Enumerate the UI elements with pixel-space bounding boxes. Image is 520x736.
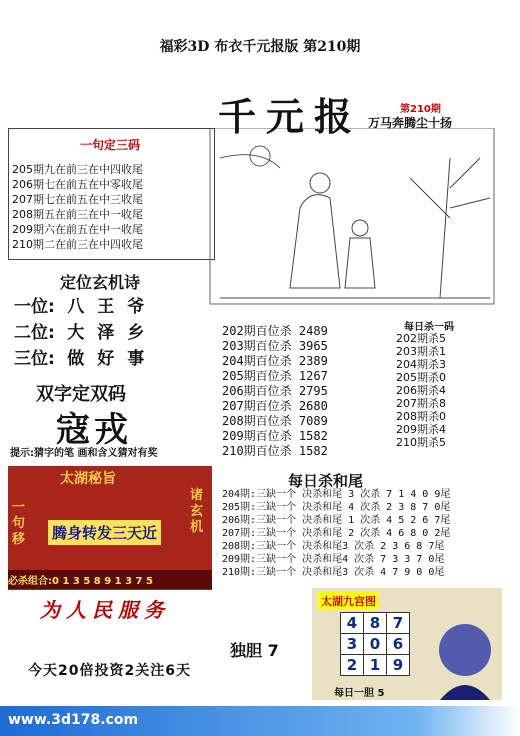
illustration-figure-child (345, 238, 375, 288)
poem-pos: 三位: (14, 349, 55, 369)
ad-middle-text: 腾身转发三天近 (48, 520, 161, 545)
poem-line (14, 292, 151, 317)
list-item: 210期二在前三在中四收尾 (12, 238, 143, 251)
illustration-head-child (352, 220, 368, 236)
list-item: 209期杀4 (396, 423, 446, 436)
grid-footer: 每日一胆 5 (334, 688, 385, 699)
grid-cell: 6 (387, 634, 410, 655)
issue-label: 第210期 (400, 104, 441, 115)
page-title: 福彩3D 布衣千元报版 第210期 (159, 39, 361, 55)
dudan: 独胆 7 (230, 641, 279, 660)
poem-char: 乡 (127, 323, 145, 343)
poem-char: 泽 (97, 323, 115, 343)
list-item: 210期百位杀 1582 (222, 444, 328, 458)
list-item: 207期百位杀 2680 (222, 399, 328, 413)
list-item: 206期百位杀 2795 (222, 384, 328, 398)
double-title: 双字定双码 (36, 384, 126, 405)
sum-kill-title: 每日杀和尾 (288, 472, 364, 490)
poem-char: 好 (97, 349, 115, 369)
list-item: 202期百位杀 2489 (222, 324, 328, 338)
illustration-tree (410, 158, 490, 298)
grid-cell: 4 (341, 613, 364, 634)
portrait-illustration (430, 610, 500, 700)
poem-pos: 二位: (14, 323, 55, 343)
list-item: 209期百位杀 1582 (222, 429, 328, 443)
poem-char: 事 (127, 349, 145, 369)
list-item: 205期九在前三在中四收尾 (12, 163, 143, 176)
poem-line (14, 318, 151, 343)
illustration-head-adult (310, 173, 330, 193)
list-item: 208期:三缺一个 决杀和尾3 次杀 2 3 6 8 7尾 (222, 541, 445, 552)
list-item: 208期杀0 (396, 410, 446, 423)
poem-pos: 一位: (14, 297, 55, 317)
ad-bottom-text: 必杀组合:0 1 3 5 8 9 1 3 7 5 (8, 570, 212, 589)
list-item: 207期杀8 (396, 397, 446, 410)
list-item: 207期:三缺一个 决杀和尾 2 次杀 4 6 8 0 2尾 (222, 528, 451, 539)
sentence-title: 一句定三码 (79, 138, 140, 152)
list-item: 208期百位杀 7089 (222, 414, 328, 428)
list-item: 210期:三缺一个 决杀和尾3 次杀 4 7 9 0 0尾 (222, 567, 445, 578)
list-item: 204期:三缺一个 决杀和尾 3 次杀 7 1 4 0 9尾 (222, 489, 451, 500)
poem-char: 做 (67, 349, 85, 369)
list-item: 205期杀0 (396, 371, 446, 384)
grid-cell: 0 (364, 634, 387, 655)
poem-char: 爷 (127, 297, 145, 317)
motto: 为人民服务 (40, 598, 170, 622)
main-title: 千元报 (218, 94, 363, 139)
list-item: 206期:三缺一个 决杀和尾 1 次杀 4 5 2 6 7尾 (222, 515, 451, 526)
daily-kill-title: 每日杀一码 (404, 322, 454, 333)
poem-title: 定位玄机诗 (60, 273, 141, 292)
grid-cell: 1 (364, 655, 387, 676)
sum-kill-list (222, 488, 450, 579)
ad-right-text: 诸玄机 (190, 488, 204, 535)
list-item: 204期百位杀 2389 (222, 354, 328, 368)
double-hint: 提示:猜字的笔 画和含义猜对有奖 (10, 448, 158, 459)
ad-top-text: 太湖秘旨 (60, 471, 116, 487)
list-item: 206期杀4 (396, 384, 446, 397)
list-item: 205期:三缺一个 决杀和尾 4 次杀 2 3 8 7 0尾 (222, 502, 451, 513)
portrait-head (439, 624, 491, 676)
list-item: 206期七在前五在中零收尾 (12, 178, 143, 191)
list-item: 209期:三缺一个 决杀和尾4 次杀 7 3 3 7 0尾 (222, 554, 445, 565)
grid-cell: 2 (341, 655, 364, 676)
list-item: 202期杀5 (396, 332, 446, 345)
list-item: 210期杀5 (396, 436, 446, 449)
list-item: 205期百位杀 1267 (222, 369, 328, 383)
poem-char: 大 (67, 323, 85, 343)
illustration-sun (250, 146, 270, 166)
poem-char: 八 (67, 297, 85, 317)
grid-cell: 7 (387, 613, 410, 634)
poem-line (14, 344, 151, 369)
portrait-body (440, 685, 490, 700)
daily-kill-list (396, 332, 446, 449)
list-item: 203期杀1 (396, 345, 446, 358)
poem-char: 王 (97, 297, 115, 317)
grid-cell: 9 (387, 655, 410, 676)
list-item: 208期五在前三在中一收尾 (12, 208, 143, 221)
investment-note: 今天20倍投资2关注6天 (28, 663, 191, 679)
footer-url-link[interactable]: www.3d178.com (8, 712, 139, 728)
sentence-list (12, 162, 143, 252)
illustration-figure-adult (290, 195, 340, 288)
illustration (200, 128, 500, 308)
grid-cell: 3 (341, 634, 364, 655)
ad-left-text: 一句移 (12, 500, 26, 547)
issue-subtitle: 万马奔腾尘十扬 (368, 116, 453, 130)
list-item: 209期六在前五在中一收尾 (12, 223, 143, 236)
double-main: 寇戎 (56, 410, 132, 450)
hundreds-kill-list (222, 324, 328, 459)
list-item: 207期七在前五在中三收尾 (12, 193, 143, 206)
grid-cell: 8 (364, 613, 387, 634)
nine-grid (340, 612, 410, 676)
list-item: 203期百位杀 3965 (222, 339, 328, 353)
illustration-frame (210, 128, 494, 304)
list-item: 204期杀3 (396, 358, 446, 371)
grid-title: 太湖九宫图 (318, 592, 379, 610)
